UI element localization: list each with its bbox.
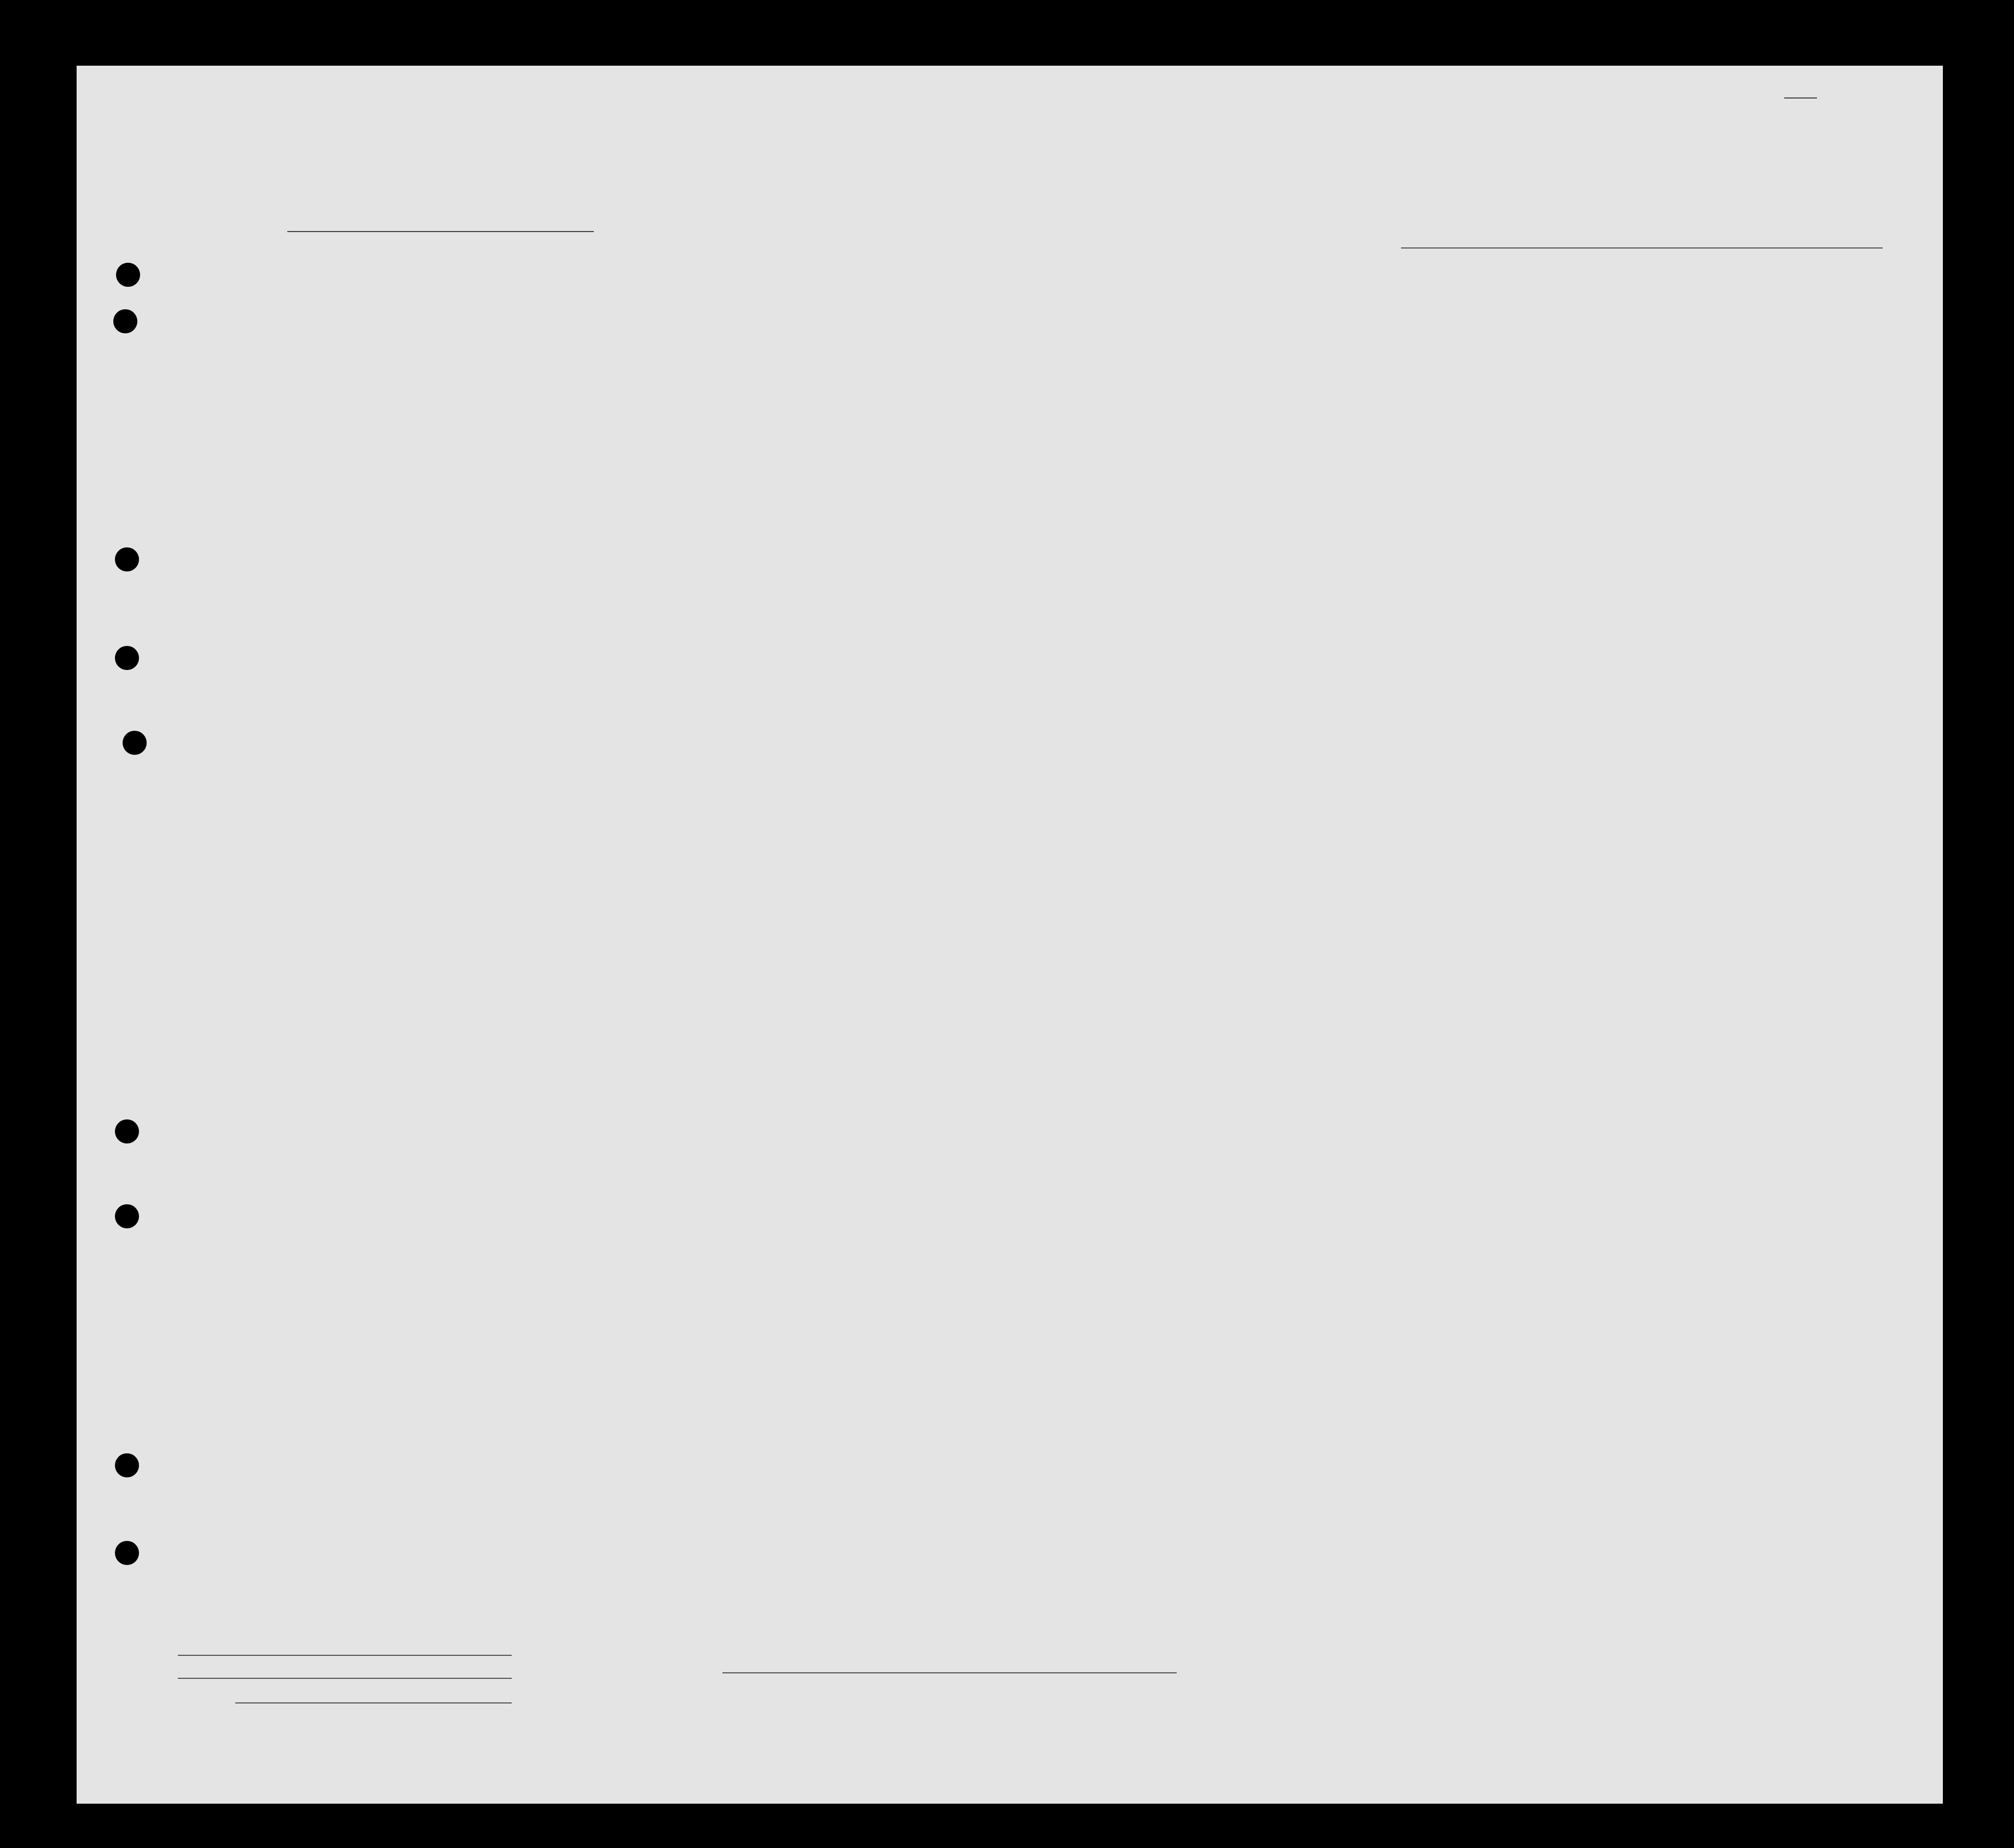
from-port-underline xyxy=(1401,247,1883,249)
punch-hole xyxy=(115,1119,139,1144)
sheet-no-value xyxy=(1784,97,1817,99)
punch-hole xyxy=(123,731,147,755)
punch-hole xyxy=(113,309,137,333)
punch-hole xyxy=(115,547,139,571)
owners-underline xyxy=(178,1678,512,1679)
punch-hole xyxy=(115,1204,139,1228)
signature-line xyxy=(722,1672,1177,1673)
punch-hole xyxy=(116,263,140,287)
punch-hole xyxy=(115,1541,139,1565)
vessel-name xyxy=(287,231,594,232)
line-underline xyxy=(178,1655,512,1656)
punch-hole xyxy=(115,646,139,670)
agents-underline xyxy=(235,1702,512,1703)
manifest-sheet xyxy=(77,66,1943,1804)
punch-hole xyxy=(115,1453,139,1477)
